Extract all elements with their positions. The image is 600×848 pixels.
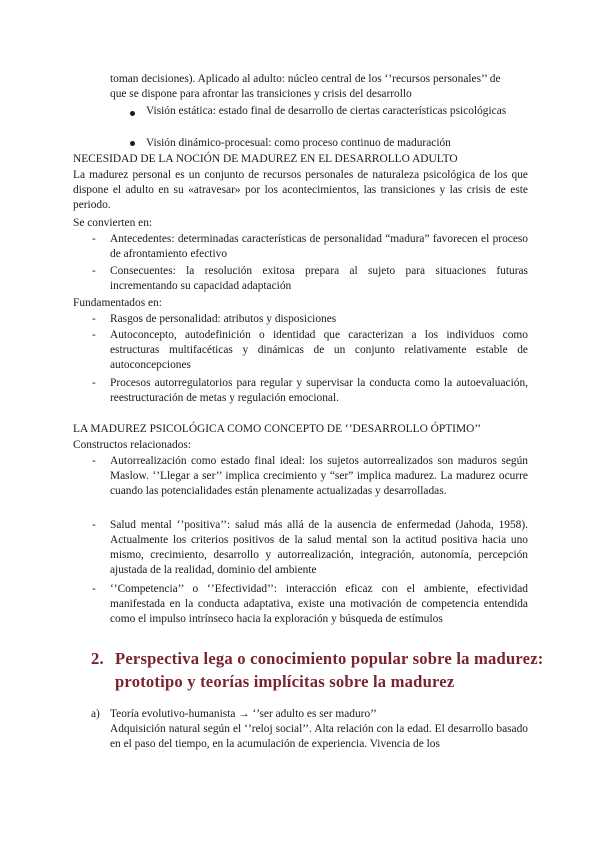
fundamentados-item-3: Procesos autorregulatorios para regular y supervisar la conducta como la autoevaluación, reestructuración de metas y regulación emocional. xyxy=(110,377,528,404)
dash-bullet: - xyxy=(92,519,96,531)
dash-bullet: - xyxy=(92,377,96,389)
dash-bullet: - xyxy=(92,583,96,595)
optimo-item-3: ‘’Competencia’’ o ‘’Efectividad’’: interacción eficaz con el ambiente, efectividad manifestada en la conducta adaptativa, existe una motivación de competencia entendida como el impulso intrínseco hacia la exploración y búsqueda de estímulos xyxy=(110,583,528,625)
bullet-dot-icon xyxy=(130,111,135,116)
dash-bullet: - xyxy=(92,455,96,467)
dash-bullet: - xyxy=(92,233,96,245)
fundamentados-item-2: Autoconcepto, autodefinición o identidad que caracterizan a los individuos como estructuras multifacéticas y dinámicas de un conjunto relativamente estable de autoconcepciones xyxy=(110,329,528,371)
necesidad-definition: La madurez personal es un conjunto de recursos personales de naturaleza psicológica de los que dispone el adulto en su «atravesar» por los acontecimientos, las transiciones y las crisis de este periodo. xyxy=(73,169,528,211)
dash-bullet: - xyxy=(92,313,96,325)
convierten-item-1: Antecedentes: determinadas características de personalidad “madura” favorecen el proceso de afrontamiento efectivo xyxy=(110,233,528,260)
intro-line-1: toman decisiones). Aplicado al adulto: núcleo central de los ‘’recursos personales’’ de xyxy=(110,73,501,85)
section-title-line-1: Perspectiva lega o conocimiento popular sobre la madurez: xyxy=(115,649,544,668)
optimo-item-2: Salud mental ‘’positiva’’: salud más allá de la ausencia de enfermedad (Jahoda, 1958). Actualmente los criterios positivos de la salud mental son la actitud positiva hacia uno mismo, crecimiento, desarrollo y autorrealización, integración, autonomía, percepción ajustada de la realidad, dominio del ambiente xyxy=(110,519,528,576)
section-heading-necesidad: NECESIDAD DE LA NOCIÓN DE MADUREZ EN EL DESARROLLO ADULTO xyxy=(73,153,458,165)
section-title-line-2: prototipo y teorías implícitas sobre la madurez xyxy=(115,672,455,691)
section-heading-optimo: LA MADUREZ PSICOLÓGICA COMO CONCEPTO DE ‘’DESARROLLO ÓPTIMO’’ xyxy=(73,423,482,435)
intro-bullet-2: Visión dinámico-procesual: como proceso continuo de maduración xyxy=(146,137,451,149)
fundamentados-item-1: Rasgos de personalidad: atributos y disposiciones xyxy=(110,313,337,325)
constructos-label: Constructos relacionados: xyxy=(73,439,191,451)
bullet-dot-icon xyxy=(130,141,135,146)
subsection-a-title: Teoría evolutivo-humanista → ‘’ser adulto es ser maduro’’ xyxy=(110,708,377,720)
fundamentados-label: Fundamentados en: xyxy=(73,297,162,309)
convierten-label: Se convierten en: xyxy=(73,217,153,229)
convierten-item-2: Consecuentes: la resolución exitosa prepara al sujeto para situaciones futuras incrementando su capacidad adaptación xyxy=(110,265,528,292)
optimo-item-1: Autorrealización como estado final ideal: los sujetos autorrealizados son maduros según Maslow. ‘’Llegar a ser’’ implica crecimiento y “ser” implica madurez. La madurez ocurre cuando las potencialidades están plenamente actualizadas y desarrolladas. xyxy=(110,455,528,497)
section-number: 2. xyxy=(91,649,104,668)
dash-bullet: - xyxy=(92,265,96,277)
subsection-a-text: Adquisición natural según el ‘’reloj social’’. Alta relación con la edad. El desarrollo basado en el paso del tiempo, en la acumulación de experiencia. Vivencia de los xyxy=(110,723,528,750)
dash-bullet: - xyxy=(92,329,96,341)
subsection-a-label: a) xyxy=(91,708,100,720)
intro-bullet-1: Visión estática: estado final de desarrollo de ciertas características psicológicas xyxy=(146,105,507,117)
intro-line-2: que se dispone para afrontar las transiciones y crisis del desarrollo xyxy=(110,88,412,100)
